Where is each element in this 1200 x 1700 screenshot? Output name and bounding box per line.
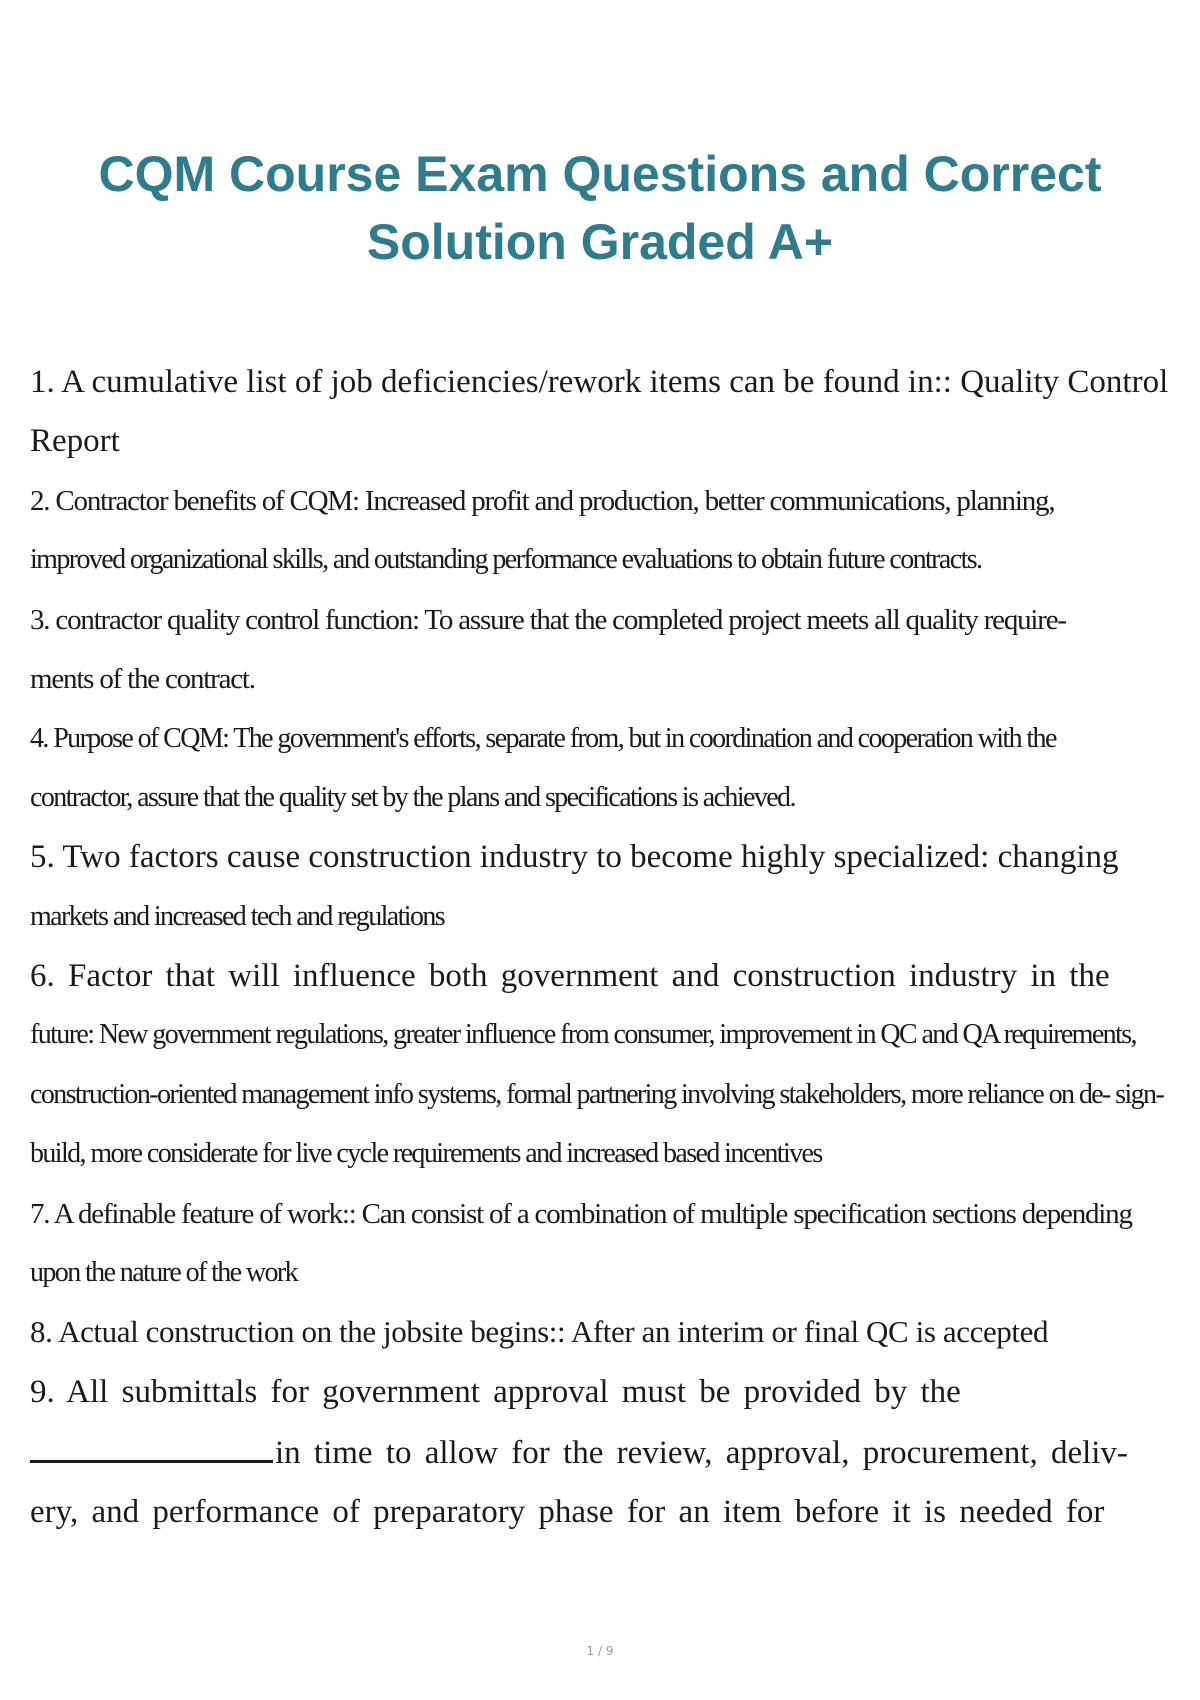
question-6-line-3: construction-oriented management info systems, formal partnering involving stakeholders, more reliance on de- sign- [30, 1079, 1164, 1110]
question-6-line-1: 6. Factor that will influence both government and construction industry in the [30, 958, 1110, 994]
question-9-line-2 [30, 1432, 1178, 1473]
title-line-2: Solution Graded A+ [366, 214, 834, 270]
question-5-line-2: markets and increased tech and regulations [30, 901, 445, 932]
question-8-line-1: 8. Actual construction on the jobsite begins:: After an interim or final QC is accepted [30, 1314, 1049, 1349]
question-1-line-1: 1. A cumulative list of job deficiencies/rework items can be found in:: Quality Control [30, 364, 1169, 400]
document-title [0, 140, 1200, 276]
question-7-line-1: 7. A definable feature of work:: Can consist of a combination of multiple specification sections depending [30, 1198, 1132, 1230]
title-line-1: CQM Course Exam Questions and Correct [98, 146, 1102, 202]
question-4-line-2: contractor, assure that the quality set by the plans and specifications is achieved. [30, 782, 795, 813]
answer-blank [30, 1432, 273, 1463]
question-2-line-2: improved organizational skills, and outstanding performance evaluations to obtain future contracts. [30, 544, 982, 575]
question-5-line-1: 5. Two factors cause construction industry to become highly specialized: changing [30, 839, 1119, 875]
question-3-line-1: 3. contractor quality control function: To assure that the completed project meets all quality require- [30, 604, 1066, 636]
question-9-line-2-text: in time to allow for the review, approval, procurement, deliv- [275, 1435, 1128, 1471]
question-6-line-4: build, more considerate for live cycle requirements and increased based incentives [30, 1138, 822, 1169]
page-indicator: 1 / 9 [586, 1644, 614, 1658]
question-9-line-1: 9. All submittals for government approval must be provided by the [30, 1374, 961, 1410]
question-4-line-1: 4. Purpose of CQM: The government's efforts, separate from, but in coordination and cooperation with the [30, 723, 1056, 754]
question-2-line-1: 2. Contractor benefits of CQM: Increased profit and production, better communications, planning, [30, 485, 1055, 517]
question-3-line-2: ments of the contract. [30, 663, 255, 695]
question-9-line-3: ery, and performance of preparatory phase for an item before it is needed for [30, 1494, 1105, 1530]
question-6-line-2: future: New government regulations, greater influence from consumer, improvement in QC and QA requirements, [30, 1019, 1136, 1050]
question-7-line-2: upon the nature of the work [30, 1257, 298, 1288]
question-1-line-2: Report [30, 423, 120, 459]
